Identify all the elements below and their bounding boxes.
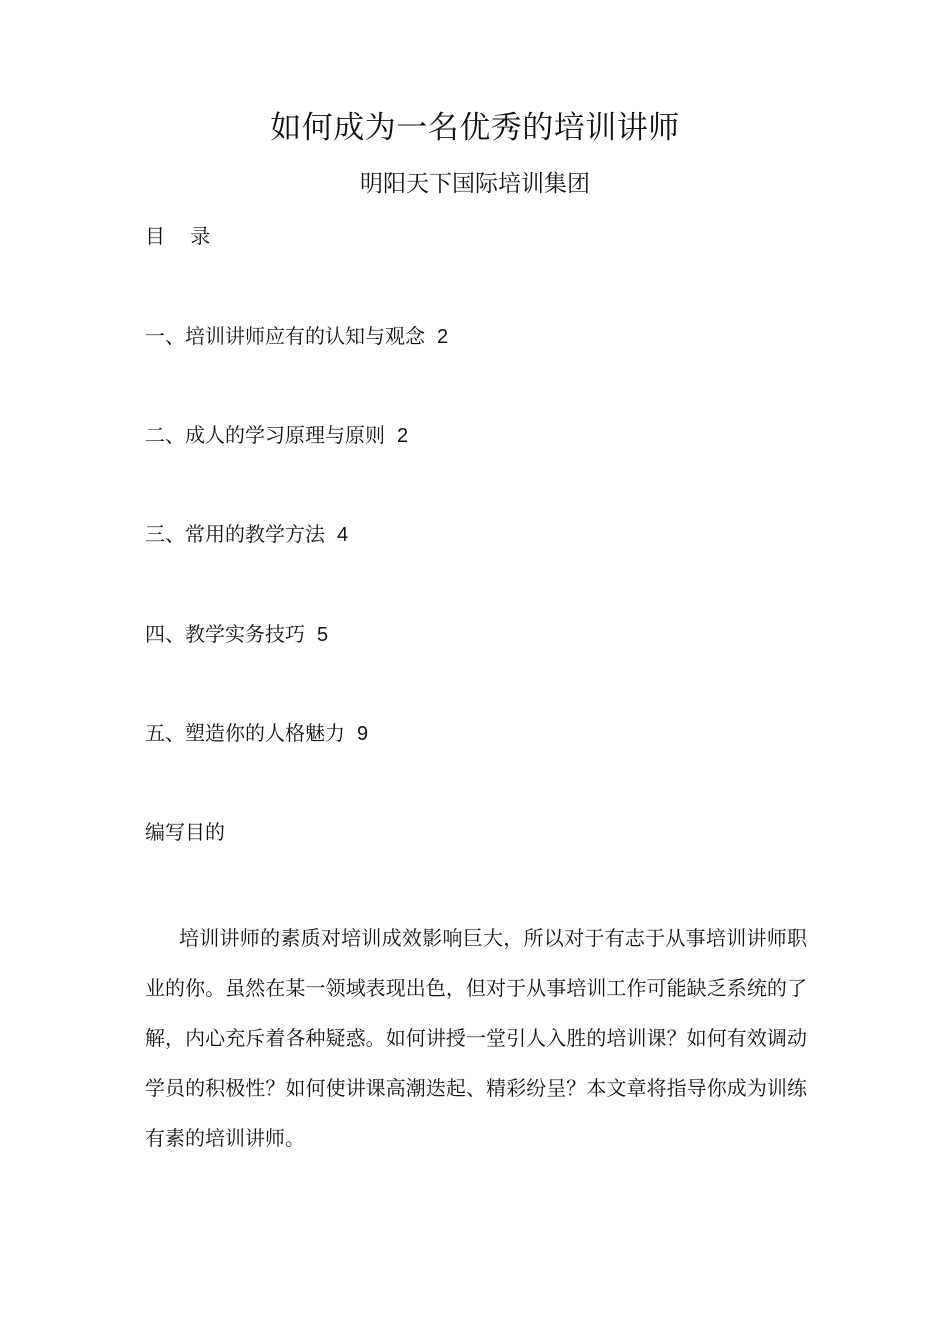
toc-item-1[interactable] [145, 322, 448, 351]
toc-item-page-number: 9 [357, 723, 369, 745]
body-paragraph: 培训讲师的素质对培训成效影响巨大，所以对于有志于从事培训讲师职业的你。虽然在某一领域表现出色，但对于从事培训工作可能缺乏系统的了解，内心充斥着各种疑惑。如何讲授一堂引人入胜的培训课？如何有效调动学员的积极性？如何使讲课高潮迭起、精彩纷呈？本文章将指导你成为训练有素的培训讲师。 [145, 926, 807, 1150]
toc-item-label: 五、塑造你的人格魅力 [145, 721, 345, 745]
toc-heading: 目 录 [145, 224, 211, 248]
toc-item-2[interactable] [145, 421, 408, 450]
document-subtitle: 明阳天下国际培训集团 [360, 171, 590, 197]
toc-item-page-number: 2 [437, 326, 449, 348]
toc-item-label: 一、培训讲师应有的认知与观念 [145, 324, 425, 348]
section-heading: 编写目的 [145, 820, 225, 844]
toc-item-label: 三、常用的教学方法 [145, 522, 325, 546]
toc-item-label: 二、成人的学习原理与原则 [145, 423, 385, 447]
toc-item-page-number: 4 [337, 524, 349, 546]
toc-item-4[interactable] [145, 620, 328, 649]
toc-item-3[interactable] [145, 520, 348, 549]
toc-item-page-number: 2 [397, 425, 409, 447]
toc-item-label: 四、教学实务技巧 [145, 622, 305, 646]
toc-item-5[interactable] [145, 719, 368, 748]
document-title: 如何成为一名优秀的培训讲师 [270, 110, 680, 146]
toc-item-page-number: 5 [317, 624, 329, 646]
